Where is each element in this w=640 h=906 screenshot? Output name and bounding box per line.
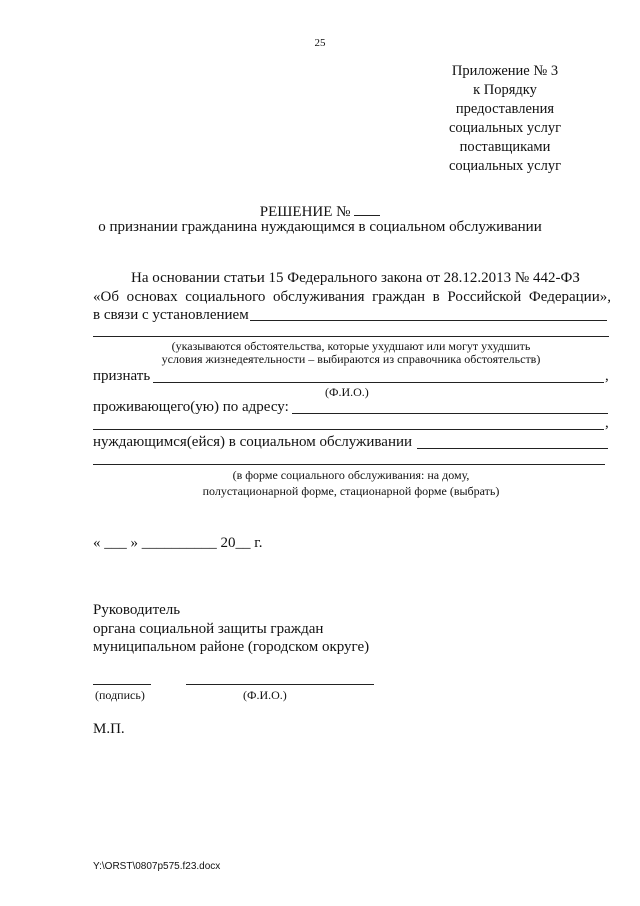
signature-hint: (подпись) — [95, 688, 145, 702]
signature-fio-hint: (Ф.И.О.) — [243, 688, 287, 702]
appendix-line: к Порядку — [473, 82, 537, 98]
address-field-2[interactable] — [93, 429, 604, 430]
need-field-2[interactable] — [93, 464, 605, 465]
basis-line-3: в связи с установлением — [93, 307, 249, 323]
recognize-label: признать — [93, 368, 151, 384]
need-field[interactable] — [417, 448, 608, 449]
circumstances-hint-1: (указываются обстоятельства, которые ухудшают или могут ухудшить — [171, 339, 531, 353]
head-line-3: муниципальном районе (городском округе) — [93, 639, 370, 655]
appendix-block — [425, 62, 585, 176]
recognize-comma: , — [605, 368, 609, 384]
need-label: нуждающимся(ейся) в социальном обслуживании — [93, 434, 413, 450]
signature-fio-field[interactable] — [186, 684, 374, 685]
decision-subtitle: о признании гражданина нуждающимся в социальном обслуживании — [98, 219, 542, 235]
decision-number-blank — [354, 202, 380, 216]
stamp-label: М.П. — [93, 721, 125, 737]
circumstances-field[interactable] — [250, 320, 607, 321]
page-number: 25 — [314, 37, 326, 49]
circumstances-hint-2: условия жизнедеятельности – выбираются из справочника обстоятельств) — [161, 352, 541, 366]
footer-file-path: Y:\ORST\0807p575.f23.docx — [93, 861, 221, 872]
appendix-line: предоставления — [455, 101, 555, 117]
head-line-1: Руководитель — [93, 602, 181, 618]
appendix-line: поставщиками — [459, 139, 551, 155]
signature-field[interactable] — [93, 684, 151, 685]
appendix-line: социальных услуг — [448, 158, 562, 174]
form-hint-2: полустационарной форме, стационарной форме (выбрать) — [202, 484, 500, 498]
circumstances-field-2[interactable] — [93, 336, 609, 337]
appendix-line: социальных услуг — [448, 120, 562, 136]
basis-line-1: На основании статьи 15 Федерального закона от 28.12.2013 № 442-ФЗ — [131, 270, 580, 286]
address-field[interactable] — [292, 413, 608, 414]
fio-field[interactable] — [153, 382, 604, 383]
appendix-line: Приложение № 3 — [451, 63, 559, 79]
decision-title-text: РЕШЕНИЕ № — [259, 204, 351, 220]
date-line: « ___ » __________ 20__ г. — [93, 535, 263, 551]
address-comma: , — [605, 415, 609, 431]
form-hint-1: (в форме социального обслуживания: на дому, — [232, 468, 470, 482]
fio-hint: (Ф.И.О.) — [325, 385, 369, 399]
address-label: проживающего(ую) по адресу: — [93, 399, 289, 415]
basis-line-2: «Об основах социального обслуживания граждан в Российской Федерации», — [93, 289, 611, 305]
head-line-2: органа социальной защиты граждан — [93, 621, 324, 637]
